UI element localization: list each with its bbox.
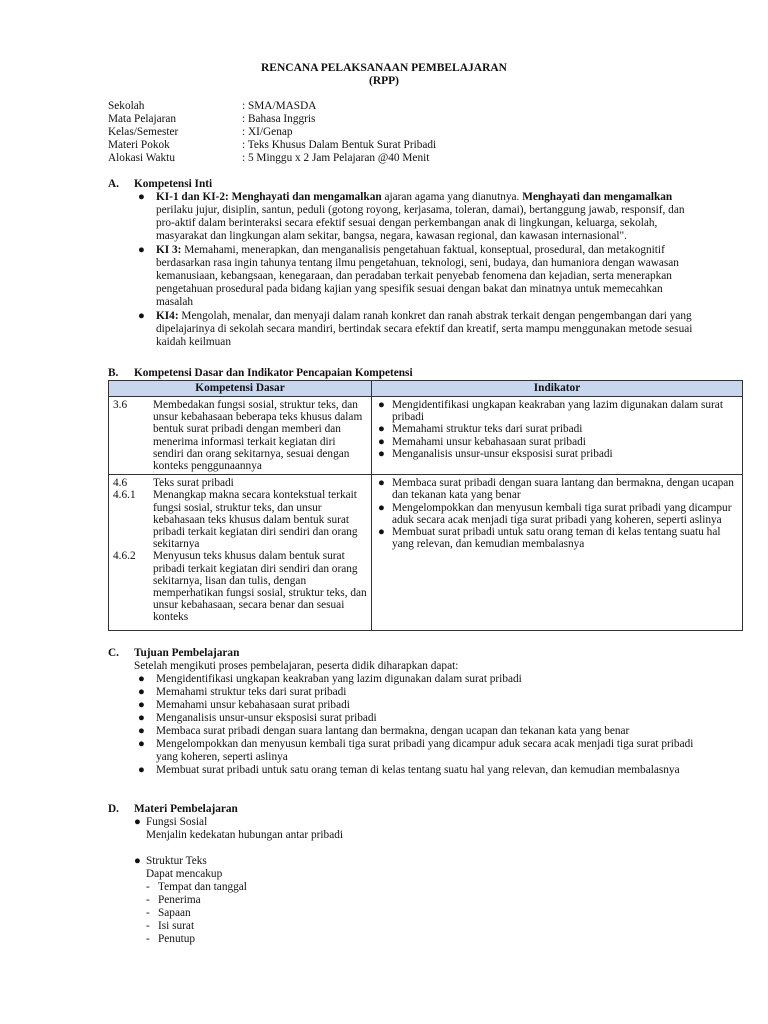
struktur-teks-label: ● Struktur Teks xyxy=(134,855,207,867)
kd-item: 4.6.2 Menyusun teks khusus dalam bentuk surat pribadi terkait kegiatan diri sendiri dan orang sekitarnya, lisan dan tulis, dengan memperhatikan fungsi sosial, struktur teks, dan unsur kebahasaan, secara benar dan sesuai konteks xyxy=(113,550,367,624)
column-header-indikator: Indikator xyxy=(372,381,743,397)
list-item: - Penerima xyxy=(146,894,201,906)
bullet-icon: ● xyxy=(138,712,145,724)
list-item: ● Memahami struktur teks dari surat pribadi xyxy=(138,686,347,698)
kd-item: 4.6.1 Menangkap makna secara kontekstual terkait fungsi sosial, struktur teks, dan unsur kebahasaan teks khusus dalam bentuk surat pribadi terkait kegiatan diri sendiri dan orang sekitarnya xyxy=(113,489,358,551)
list-item: ● Membuat surat pribadi untuk satu orang teman di kelas tentang suatu hal yang relevan, dan kemudian membalasnya xyxy=(378,526,721,551)
bullet-icon: ● xyxy=(138,673,145,685)
list-item: ● Memahami unsur kebahasaan surat pribadi xyxy=(378,435,586,448)
bullet-icon: ● xyxy=(378,435,385,448)
kompetensi-table xyxy=(108,380,743,631)
kd-item: 3.6 Membedakan fungsi sosial, struktur teks, dan unsur kebahasaan beberapa teks khusus dalam bentuk surat pribadi dengan memberi dan menerima informasi terkait kegiatan diri sendiri dan orang sekitarnya, sesuai dengan konteks penggunaannya xyxy=(113,399,363,473)
list-item: ● Membaca surat pribadi dengan suara lantang dan bermakna, dengan ucapan dan tekanan kata yang benar xyxy=(378,477,734,502)
table-row xyxy=(109,475,743,631)
list-item: ● KI-1 dan KI-2: Menghayati dan mengamalkan ajaran agama yang dianutnya. Menghayati dan mengamalkan perilaku jujur, disiplin, santun, peduli (gotong royong, kerjasama, toleran, damai), bertanggung jawab, responsif, dan pro-aktif dalam berinteraksi secara efektif sesuai dengan perkembangan anak di lingkungan, keluarga, sekolah, masyarakat dan lingkungan alam sekitar, bangsa, negara, kawasan regional, dan kawasan internasional". xyxy=(138,191,685,242)
fungsi-sosial-text: Menjalin kedekatan hubungan antar pribadi xyxy=(146,829,344,841)
meta-row-sekolah: Sekolah : SMA/MASDA xyxy=(108,100,317,112)
bullet-icon: ● xyxy=(378,399,385,411)
tujuan-list xyxy=(134,660,694,777)
list-item: ● Menganalisis unsur-unsur eksposisi surat pribadi xyxy=(378,447,613,460)
bullet-icon: ● xyxy=(134,855,141,867)
section-b-heading: B. Kompetensi Dasar dan Indikator Pencapaian Kompetensi xyxy=(108,367,413,379)
bullet-icon: ● xyxy=(138,725,145,737)
bullet-icon: ● xyxy=(378,447,385,460)
list-item: ● KI 3: Memahami, menerapkan, dan menganalisis pengetahuan faktual, konseptual, prosedural, dan metakognitif berdasarkan rasa ingin tahunya tentang ilmu pengetahuan, teknologi, seni, budaya, dan humaniora dengan wawasan kemanusiaan, kebangsaan, kenegaraan, dan peradaban terkait penyebab fenomena dan kejadian, serta menerapkan pengetahuan prosedural pada bidang kajian yang spesifik sesuai dengan bakat dan minatnya untuk memecahkan masalah xyxy=(138,244,679,308)
indikator-cell xyxy=(372,475,743,631)
section-a-heading: A. Kompetensi Inti xyxy=(108,178,213,190)
list-item: ● Mengelompokkan dan menyusun kembali tiga surat pribadi yang dicampur aduk secara acak menjadi tiga surat pribadi yang koheren, seperti aslinya xyxy=(378,501,732,526)
list-item: - Tempat dan tanggal xyxy=(146,881,247,893)
list-item: ● Memahami unsur kebahasaan surat pribadi xyxy=(138,699,350,711)
section-d-heading: D. Materi Pembelajaran xyxy=(108,803,238,815)
ki-list xyxy=(134,191,694,350)
bullet-icon: ● xyxy=(138,244,145,256)
table-header-row xyxy=(109,381,743,397)
meta-row-alokasi: Alokasi Waktu : 5 Minggu x 2 Jam Pelajaran @40 Menit xyxy=(108,152,430,164)
column-header-kd: Kompetensi Dasar xyxy=(109,381,372,397)
bullet-icon: ● xyxy=(138,191,145,203)
bullet-icon: ● xyxy=(138,738,145,750)
list-item: ● Membuat surat pribadi untuk satu orang teman di kelas tentang suatu hal yang relevan, dan kemudian membalasnya xyxy=(138,764,680,776)
list-item: ● Memahami struktur teks dari surat pribadi xyxy=(378,423,583,436)
doc-title: RENCANA PELAKSANAAN PEMBELAJARAN xyxy=(261,62,507,74)
list-item: ● KI4: Mengolah, menalar, dan menyaji dalam ranah konkret dan ranah abstrak terkait dengan pengembangan dari yang dipelajarinya di sekolah secara mandiri, bertindak secara efektif dan kreatif, serta mampu menggunakan metode sesuai kaidah keilmuan xyxy=(138,310,693,348)
struktur-teks-intro: Dapat mencakup xyxy=(146,868,223,880)
list-item: ● Mengidentifikasi ungkapan keakraban yang lazim digunakan dalam surat pribadi xyxy=(378,399,723,424)
bullet-icon: ● xyxy=(134,816,141,828)
fungsi-sosial-label: ● Fungsi Sosial xyxy=(134,816,208,828)
list-item: ● Mengelompokkan dan menyusun kembali tiga surat pribadi yang dicampur aduk secara acak menjadi tiga surat pribadi yang koheren, seperti aslinya xyxy=(138,738,694,763)
bullet-icon: ● xyxy=(378,501,385,514)
kd-cell xyxy=(109,397,372,475)
section-c-heading: C. Tujuan Pembelajaran xyxy=(108,647,240,659)
bullet-icon: ● xyxy=(378,477,385,490)
meta-row-mapel: Mata Pelajaran : Bahasa Inggris xyxy=(108,113,316,125)
bullet-icon: ● xyxy=(138,686,145,698)
table-row xyxy=(109,397,743,475)
bullet-icon: ● xyxy=(378,526,385,539)
list-item: - Sapaan xyxy=(146,907,191,919)
kd-cell xyxy=(109,475,372,631)
bullet-icon: ● xyxy=(138,699,145,711)
list-item: - Isi surat xyxy=(146,920,195,932)
meta-row-kelas: Kelas/Semester : XI/Genap xyxy=(108,126,293,138)
list-item: - Penutup xyxy=(146,933,196,945)
list-item: ● Mengidentifikasi ungkapan keakraban yang lazim digunakan dalam surat pribadi xyxy=(138,673,522,685)
bullet-icon: ● xyxy=(378,423,385,436)
list-item: ● Membaca surat pribadi dengan suara lantang dan bermakna, dengan ucapan dan tekanan kata yang benar xyxy=(138,725,630,737)
tujuan-intro: Setelah mengikuti proses pembelajaran, peserta didik diharapkan dapat: xyxy=(134,660,459,672)
kd-item: 4.6 Teks surat pribadi xyxy=(113,477,234,490)
doc-subtitle: (RPP) xyxy=(368,75,399,87)
bullet-icon: ● xyxy=(138,764,145,776)
indikator-cell xyxy=(372,397,743,475)
meta-row-materi: Materi Pokok : Teks Khusus Dalam Bentuk Surat Pribadi xyxy=(108,139,437,151)
list-item: ● Menganalisis unsur-unsur eksposisi surat pribadi xyxy=(138,712,377,724)
meta-block xyxy=(108,100,436,165)
struktur-teks-list xyxy=(146,881,247,946)
bullet-icon: ● xyxy=(138,310,145,322)
